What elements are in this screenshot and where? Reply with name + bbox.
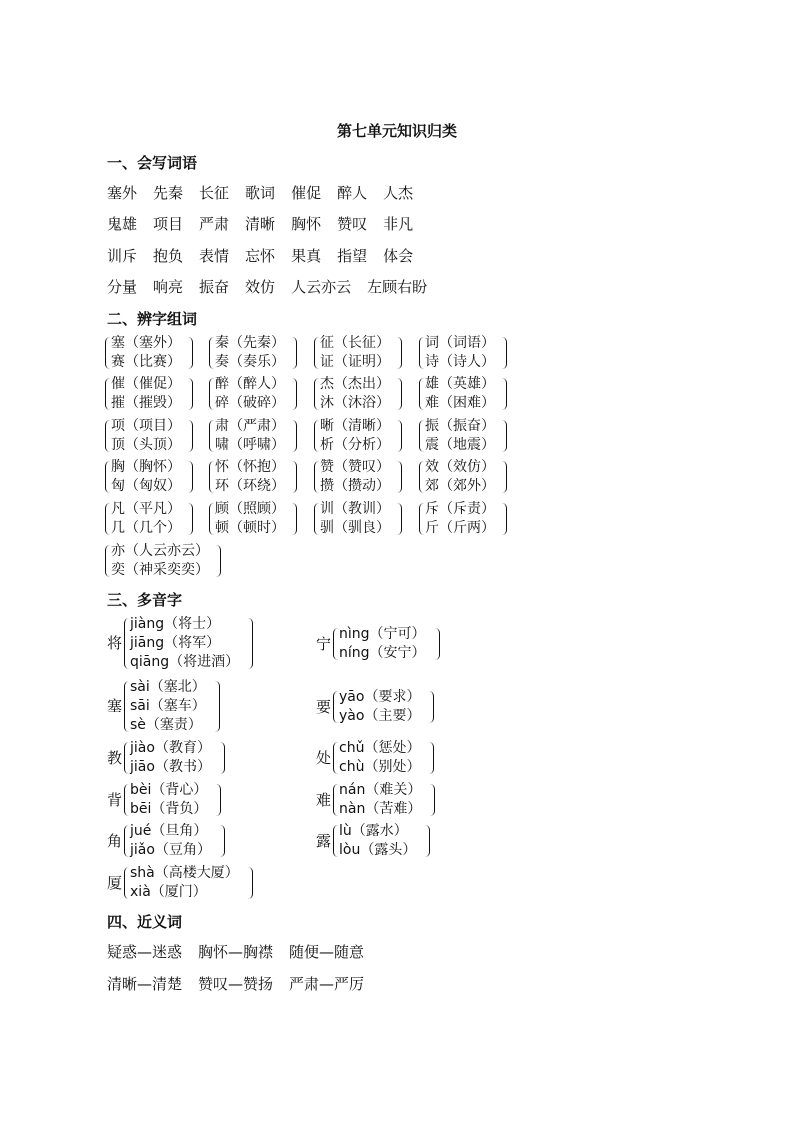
- polyphone-char: 露: [316, 831, 332, 850]
- bracket: [333, 625, 440, 663]
- word-item: 果真: [291, 247, 322, 265]
- bracket: [105, 500, 193, 538]
- char-pair-item: 奏（奏乐）: [215, 354, 285, 370]
- word-item: 胸怀: [291, 215, 322, 233]
- polyphone-group: [316, 739, 434, 777]
- polyphone-group: [107, 781, 221, 819]
- char-pair-item: 催（催促）: [111, 376, 181, 392]
- char-pair-group: [419, 458, 507, 496]
- section-heading-distinguish: 二、辨字组词: [107, 310, 198, 328]
- char-pair-group: [419, 334, 507, 372]
- polyphone-reading: nán（难关）: [339, 782, 422, 798]
- word-item: 抱负: [153, 247, 184, 265]
- bracket: [124, 822, 225, 860]
- char-pair-item: 斥（斥责）: [425, 501, 495, 517]
- polyphone-reading: jiāo（教书）: [130, 759, 211, 775]
- char-pair-item: 顶（头顶）: [111, 437, 181, 453]
- char-pair-group: [314, 375, 402, 413]
- synonym-pair: 赞叹—赞扬: [198, 975, 274, 993]
- bracket: [105, 458, 193, 496]
- char-pair-item: 怀（怀抱）: [215, 459, 285, 475]
- char-pair-item: 奕（神采奕奕）: [111, 562, 209, 578]
- char-pair-item: 肃（严肃）: [215, 418, 285, 434]
- char-pair-group: [314, 500, 402, 538]
- polyphone-char: 教: [107, 748, 123, 767]
- bracket: [314, 334, 402, 372]
- char-pair-item: 顿（顿时）: [215, 520, 285, 536]
- polyphone-reading: yāo（要求）: [339, 689, 421, 705]
- char-pair-item: 析（分析）: [320, 437, 390, 453]
- word-item: 指望: [337, 247, 368, 265]
- char-pair-item: 几（几个）: [111, 520, 181, 536]
- word-item: 塞外: [107, 184, 138, 202]
- char-pair-item: 碎（破碎）: [215, 395, 285, 411]
- char-pair-item: 雄（英雄）: [425, 376, 495, 392]
- bracket: [105, 334, 193, 372]
- char-pair-item: 沐（沐浴）: [320, 395, 390, 411]
- polyphone-reading: lòu（露头）: [339, 842, 417, 858]
- polyphone-reading: jiāng（将军）: [130, 635, 221, 651]
- word-item: 歌词: [245, 184, 276, 202]
- polyphone-reading: jiǎo（豆角）: [130, 842, 211, 858]
- bracket: [105, 542, 221, 580]
- char-pair-item: 赛（比赛）: [111, 354, 181, 370]
- word-item: 分量: [107, 278, 138, 296]
- polyphone-reading: sè（塞责）: [130, 717, 202, 733]
- bracket: [124, 678, 220, 735]
- polyphone-reading: jiàng（将士）: [130, 616, 221, 632]
- polyphone-reading: sāi（塞车）: [130, 698, 206, 714]
- word-line: [107, 182, 429, 203]
- bracket: [419, 417, 507, 455]
- bracket: [314, 500, 402, 538]
- word-item: 先秦: [153, 184, 184, 202]
- polyphone-reading: nìng（宁可）: [339, 626, 426, 642]
- word-line: [107, 213, 429, 234]
- word-item: 表情: [199, 247, 230, 265]
- bracket: [314, 417, 402, 455]
- polyphone-reading: chù（别处）: [339, 759, 421, 775]
- polyphone-char: 要: [316, 697, 332, 716]
- bracket: [419, 375, 507, 413]
- char-pair-group: [105, 417, 193, 455]
- word-item: 清晰: [245, 215, 276, 233]
- char-pair-item: 匈（匈奴）: [111, 478, 181, 494]
- char-pair-group: [105, 500, 193, 538]
- word-item: 人杰: [383, 184, 414, 202]
- bracket: [419, 334, 507, 372]
- polyphone-char: 背: [107, 790, 123, 809]
- polyphone-group: [107, 864, 253, 902]
- char-pair-group: [419, 417, 507, 455]
- bracket: [105, 375, 193, 413]
- word-item: 人云亦云: [291, 278, 352, 296]
- synonym-pair: 胸怀—胸襟: [198, 943, 274, 961]
- polyphone-group: [316, 625, 440, 663]
- char-pair-item: 顾（照顾）: [215, 501, 285, 517]
- char-pair-group: [209, 500, 297, 538]
- polyphone-char: 角: [107, 831, 123, 850]
- polyphone-reading: jiào（教育）: [130, 740, 211, 756]
- polyphone-group: [107, 822, 225, 860]
- polyphone-reading: shà（高楼大厦）: [130, 865, 239, 881]
- polyphone-reading: yào（主要）: [339, 708, 421, 724]
- polyphone-group: [316, 781, 435, 819]
- polyphone-char: 处: [316, 748, 332, 767]
- polyphone-reading: lù（露水）: [339, 823, 408, 839]
- synonym-pair: 疑惑—迷惑: [107, 943, 183, 961]
- section-heading-synonyms: 四、近义词: [107, 913, 183, 931]
- char-pair-item: 杰（杰出）: [320, 376, 390, 392]
- bracket: [419, 458, 507, 496]
- polyphone-char: 难: [316, 790, 332, 809]
- bracket: [105, 417, 193, 455]
- word-item: 体会: [383, 247, 414, 265]
- word-item: 振奋: [199, 278, 230, 296]
- word-item: 鬼雄: [107, 215, 138, 233]
- polyphone-reading: bēi（背负）: [130, 801, 208, 817]
- char-pair-item: 征（长征）: [320, 335, 390, 351]
- char-pair-item: 斤（斤两）: [425, 520, 495, 536]
- char-pair-item: 啸（呼啸）: [215, 437, 285, 453]
- polyphone-reading: jué（旦角）: [130, 823, 208, 839]
- polyphone-char: 宁: [316, 634, 332, 653]
- word-item: 训斥: [107, 247, 138, 265]
- polyphone-group: [107, 615, 253, 672]
- polyphone-reading: níng（安宁）: [339, 645, 426, 661]
- char-pair-item: 塞（塞外）: [111, 335, 181, 351]
- polyphone-reading: qiāng（将进酒）: [130, 654, 240, 670]
- bracket: [333, 739, 434, 777]
- char-pair-item: 郊（郊外）: [425, 478, 495, 494]
- char-pair-group: [419, 375, 507, 413]
- char-pair-group: [314, 417, 402, 455]
- char-pair-item: 攒（攒动）: [320, 478, 390, 494]
- synonym-line: [107, 941, 380, 962]
- char-pair-item: 环（环绕）: [215, 478, 285, 494]
- word-item: 长征: [199, 184, 230, 202]
- char-pair-item: 证（证明）: [320, 354, 390, 370]
- char-pair-group: [209, 458, 297, 496]
- char-pair-group: [419, 500, 507, 538]
- char-pair-item: 诗（诗人）: [425, 354, 495, 370]
- bracket: [209, 458, 297, 496]
- bracket: [124, 739, 225, 777]
- bracket: [333, 781, 435, 819]
- char-pair-item: 驯（驯良）: [320, 520, 390, 536]
- char-pair-item: 亦（人云亦云）: [111, 543, 209, 559]
- word-item: 非凡: [383, 215, 414, 233]
- polyphone-char: 厦: [107, 873, 123, 892]
- char-pair-item: 振（振奋）: [425, 418, 495, 434]
- bracket: [314, 458, 402, 496]
- bracket: [419, 500, 507, 538]
- polyphone-reading: xià（厦门）: [130, 884, 207, 900]
- bracket: [209, 417, 297, 455]
- char-pair-item: 项（项目）: [111, 418, 181, 434]
- char-pair-item: 训（教训）: [320, 501, 390, 517]
- polyphone-group: [107, 678, 220, 735]
- bracket: [209, 334, 297, 372]
- synonym-pair: 严肃—严厉: [289, 975, 365, 993]
- char-pair-group: [105, 375, 193, 413]
- word-item: 忘怀: [245, 247, 276, 265]
- polyphone-char: 塞: [107, 697, 123, 715]
- polyphone-reading: chǔ（惩处）: [339, 740, 421, 756]
- bracket: [333, 688, 434, 726]
- char-pair-item: 晰（清晰）: [320, 418, 390, 434]
- char-pair-item: 震（地震）: [425, 437, 495, 453]
- char-pair-group: [105, 542, 221, 580]
- bracket: [124, 781, 221, 819]
- polyphone-group: [316, 822, 430, 860]
- word-item: 响亮: [153, 278, 184, 296]
- synonym-pair: 随便—随意: [289, 943, 365, 961]
- word-item: 赞叹: [337, 215, 368, 233]
- word-item: 严肃: [199, 215, 230, 233]
- char-pair-group: [314, 458, 402, 496]
- char-pair-item: 摧（摧毁）: [111, 395, 181, 411]
- page-title: 第七单元知识归类: [336, 122, 457, 140]
- bracket: [209, 500, 297, 538]
- char-pair-group: [209, 375, 297, 413]
- polyphone-reading: nàn（苦难）: [339, 801, 422, 817]
- char-pair-item: 赞（赞叹）: [320, 459, 390, 475]
- bracket: [209, 375, 297, 413]
- section-heading-polyphones: 三、多音字: [107, 591, 183, 609]
- char-pair-item: 效（效仿）: [425, 459, 495, 475]
- section-heading-write-words: 一、会写词语: [107, 154, 198, 172]
- word-line: [107, 276, 443, 297]
- char-pair-item: 醉（醉人）: [215, 376, 285, 392]
- char-pair-item: 胸（胸怀）: [111, 459, 181, 475]
- char-pair-group: [105, 458, 193, 496]
- polyphone-reading: sài（塞北）: [130, 679, 206, 695]
- word-item: 项目: [153, 215, 184, 233]
- char-pair-group: [105, 334, 193, 372]
- word-line: [107, 245, 429, 266]
- word-item: 效仿: [245, 278, 276, 296]
- synonym-line: [107, 973, 380, 994]
- char-pair-group: [209, 417, 297, 455]
- char-pair-group: [209, 334, 297, 372]
- word-item: 催促: [291, 184, 322, 202]
- word-item: 醉人: [337, 184, 368, 202]
- char-pair-item: 难（困难）: [425, 395, 495, 411]
- polyphone-group: [107, 739, 225, 777]
- bracket: [124, 615, 253, 672]
- bracket: [314, 375, 402, 413]
- char-pair-group: [314, 334, 402, 372]
- bracket: [333, 822, 430, 860]
- char-pair-item: 凡（平凡）: [111, 501, 181, 517]
- polyphone-group: [316, 688, 434, 726]
- polyphone-reading: bèi（背心）: [130, 782, 208, 798]
- bracket: [124, 864, 253, 902]
- char-pair-item: 秦（先秦）: [215, 335, 285, 351]
- char-pair-item: 词（词语）: [425, 335, 495, 351]
- synonym-pair: 清晰—清楚: [107, 975, 183, 993]
- polyphone-char: 将: [107, 634, 123, 652]
- word-item: 左顾右盼: [367, 278, 428, 296]
